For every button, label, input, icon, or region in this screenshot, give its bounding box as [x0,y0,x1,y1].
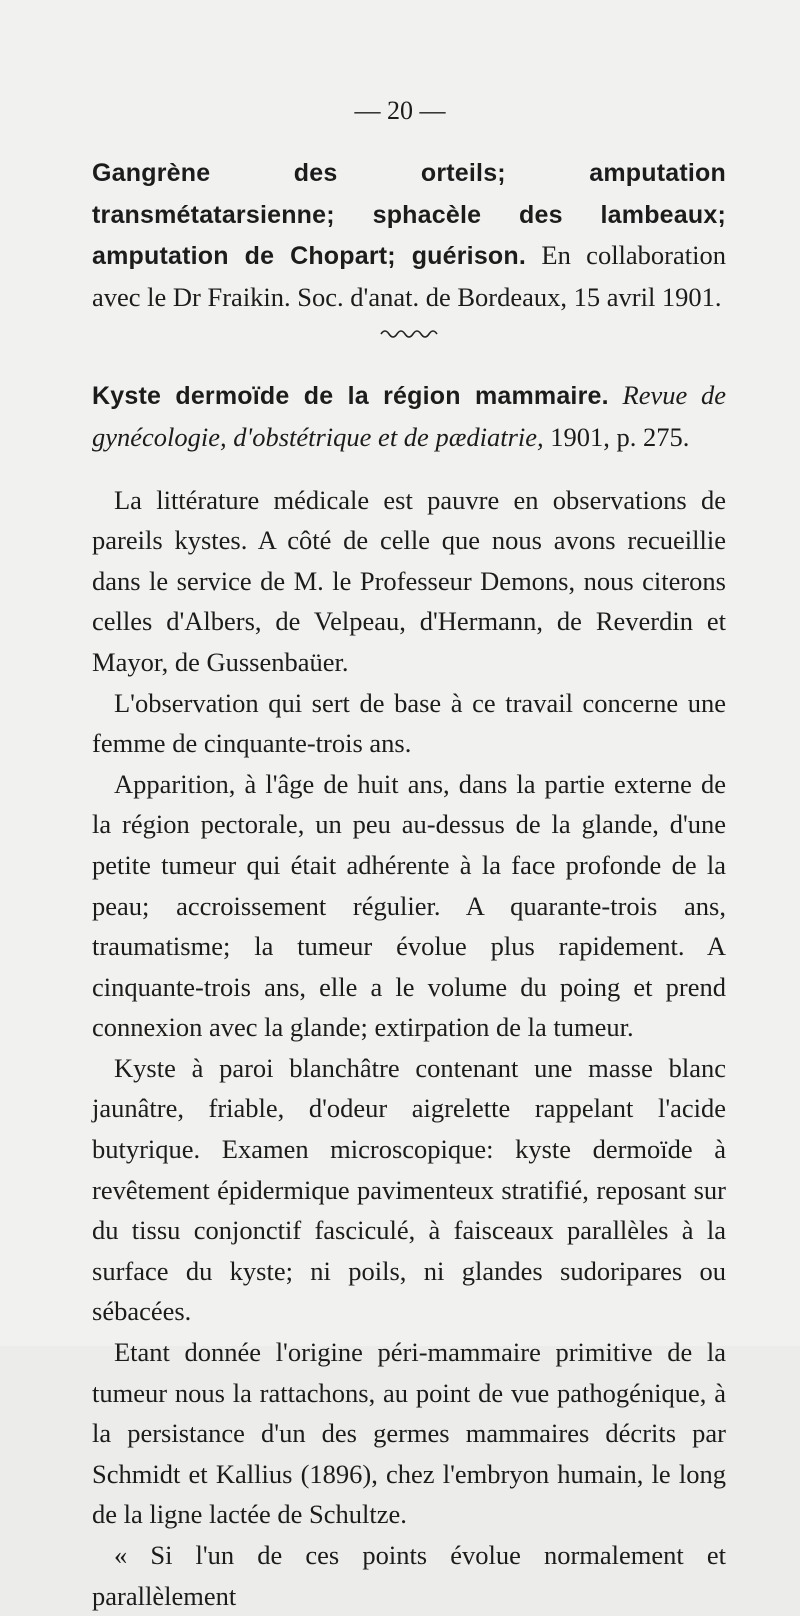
entry-citation: En collaboration avec le Dr Fraikin. Soc. d'anat. de Bordeaux, 15 avril 1901. [92,240,726,312]
entry-title: Kyste dermoïde de la région mammaire. [92,382,609,411]
entry-citation: 1901, p. 275. [543,421,690,452]
page-content [92,152,726,1616]
body-paragraph: L'observation qui sert de base à ce travail concerne une femme de cinquante-trois ans. [92,687,726,759]
entry-journal: Revue de gynécologie, d'obstétrique et de pædiatrie, [92,380,726,452]
body-paragraph: La littérature médicale est pauvre en observations de pareils kystes. A côté de celle que nous avons recueillie dans le service de M. le Professeur Demons, nous citerons celles d'Albers, de Velpeau, d'Hermann, de Reverdin et Mayor, de Gussenbaüer. [92,484,726,677]
body-paragraph: Kyste à paroi blanchâtre contenant une masse blanc jaunâtre, friable, d'odeur aigrelette rappelant l'acide butyrique. Examen microscopique: kyste dermoïde à revêtement épidermique pavimenteux stratifié, reposant sur du tissu conjonctif fasciculé, à faisceaux parallèles à la surface du kyste; ni poils, ni glandes sudoripares ou sébacées. [92,1052,726,1327]
wavy-rule-ornament [379,327,439,341]
body-paragraph: Apparition, à l'âge de huit ans, dans la partie externe de la région pectorale, un peu au-dessus de la glande, d'une petite tumeur qui était adhérente à la face profonde de la peau; accroissement régulier. A quarante-trois ans, traumatisme; la tumeur évolue plus rapidement. A cinquante-trois ans, elle a le volume du poing et prend connexion avec la glande; extirpation de la tumeur. [92,768,726,1043]
publication-entry [92,152,726,317]
body-paragraph: Etant donnée l'origine péri-mammaire primitive de la tumeur nous la rattachons, au point de vue pathogénique, à la persistance d'un des germes mammaires décrits par Schmidt et Kallius (1896), chez l'embryon humain, le long de la ligne lactée de Schultze. [92,1337,726,1530]
publication-entry [92,375,726,457]
page-number: — 20 — [354,96,446,125]
body-paragraph: « Si l'un de ces points évolue normalement et parallèlement [92,1540,726,1611]
entry-title: Gangrène des orteils; amputation transmétatarsienne; sphacèle des lambeaux; amputation de Chopart; guérison. [92,159,726,271]
